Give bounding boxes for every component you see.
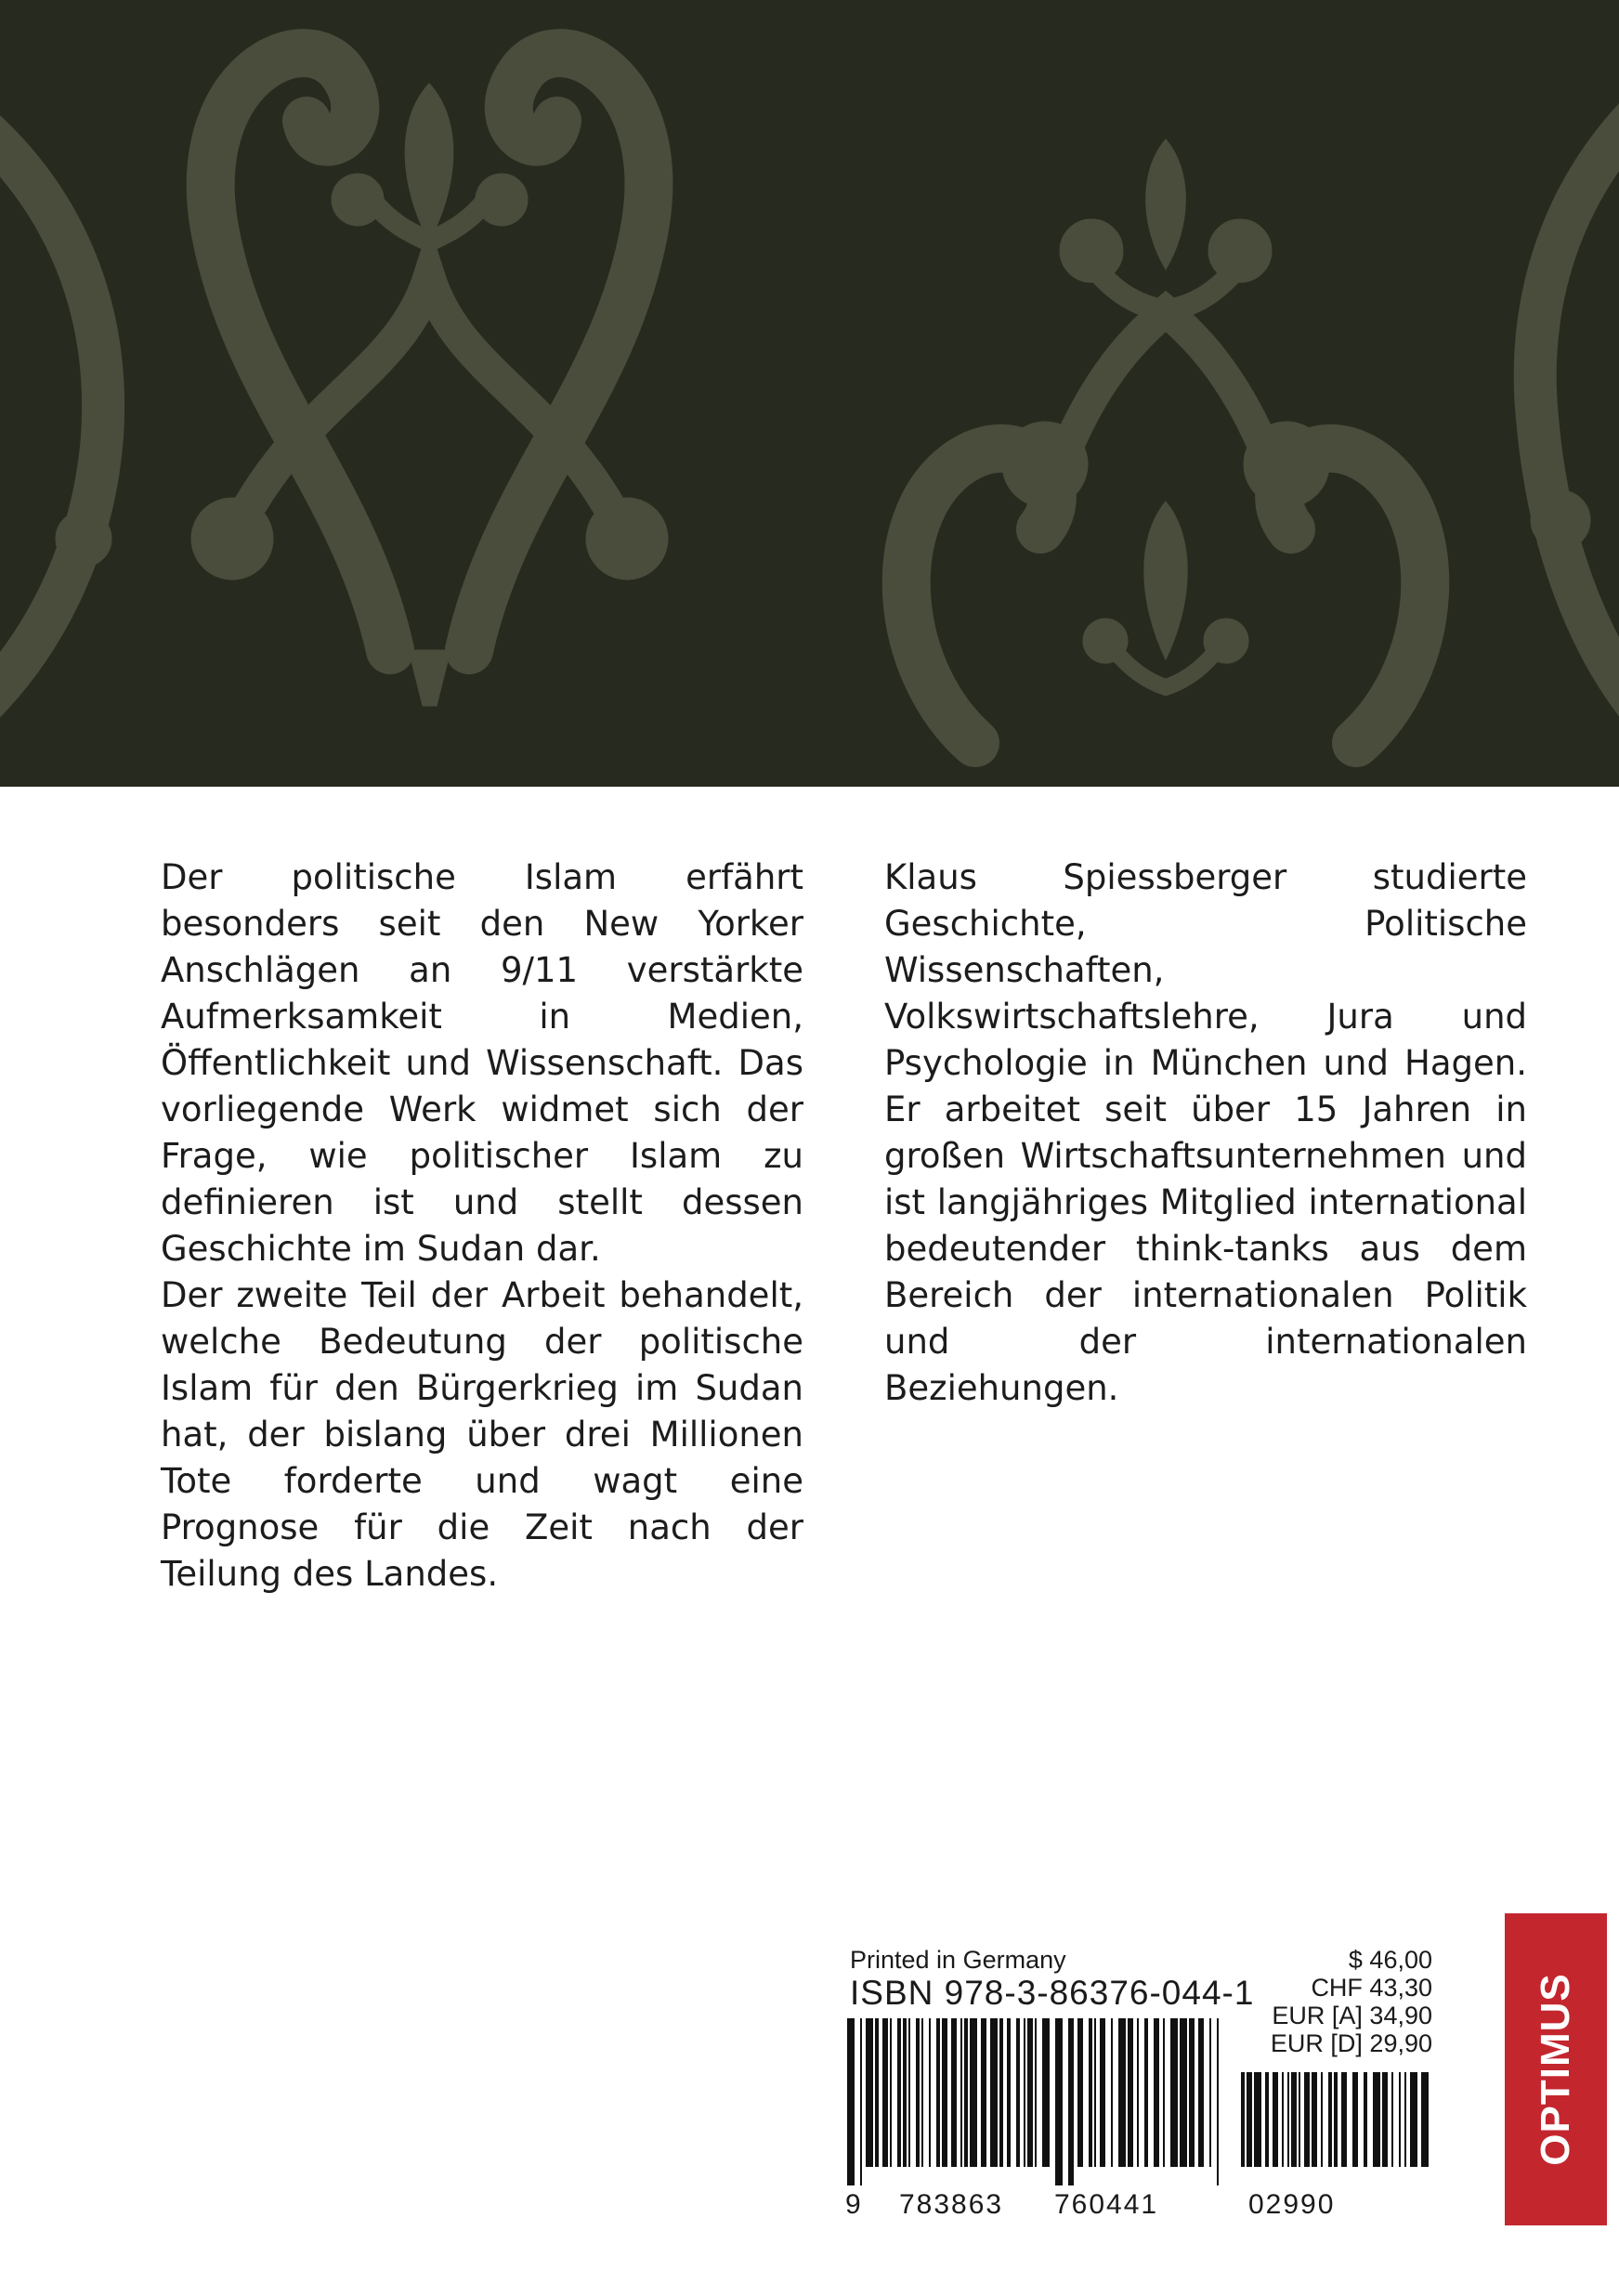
price-addon-barcode-icon [1239, 2072, 1434, 2185]
barcode-digits: 9 [845, 2189, 863, 2220]
barcode-digits: 783863 [899, 2189, 1004, 2220]
price-eur-germany: EUR [D] 29,90 [1270, 2029, 1432, 2057]
barcode-block [845, 1946, 1440, 2234]
description-paragraph: Der politische Islam erfährt besonders seit den New Yorker Anschlägen an 9/11 verstärkte Aufmerksamkeit in Medien, Öffentlichkeit und Wissenschaft. Das vorliegende Werk widmet sich der Frage, wie politischer Islam zu definieren ist und stellt dessen Geschichte im Sudan dar. [161, 857, 803, 1269]
barcode-digits: 02990 [1248, 2189, 1336, 2220]
ean-barcode-icon [845, 2018, 1226, 2185]
publisher-tab [1505, 1913, 1607, 2225]
isbn-label: ISBN 978-3-86376-044-1 [850, 1974, 1255, 2012]
price-eur-austria: EUR [A] 34,90 [1272, 2002, 1432, 2029]
price-chf: CHF 43,30 [1311, 1974, 1432, 2002]
ornament-pattern-icon [0, 0, 1619, 787]
price-usd: $ 46,00 [1348, 1946, 1432, 1974]
printed-in-label: Printed in Germany [850, 1946, 1066, 1974]
publisher-logo: OPTIMUS [1533, 1973, 1578, 2166]
author-bio-paragraph: Klaus Spiessberger studierte Geschichte, Politische Wissenschaften, Volkswirtschaftslehre, Jura und Psychologie in München und Hagen. Er arbeitet seit über 15 Jahren in großen Wirtschaftsunternehmen und ist langjähriges Mitglied international bedeutender think-tanks aus dem Bereich der internationalen Politik und der internationalen Beziehungen. [884, 857, 1527, 1408]
description-paragraph: Der zweite Teil der Arbeit behandelt, welche Bedeutung der politische Islam für den Bürgerkrieg im Sudan hat, der bislang über drei Millionen Tote forderte und wagt eine Prognose für die Zeit nach der Teilung des Landes. [161, 1275, 803, 1594]
author-bio [884, 854, 1527, 1412]
ornamental-header-band [0, 0, 1619, 787]
barcode-digits: 760441 [1054, 2189, 1159, 2220]
book-description [161, 854, 803, 1598]
